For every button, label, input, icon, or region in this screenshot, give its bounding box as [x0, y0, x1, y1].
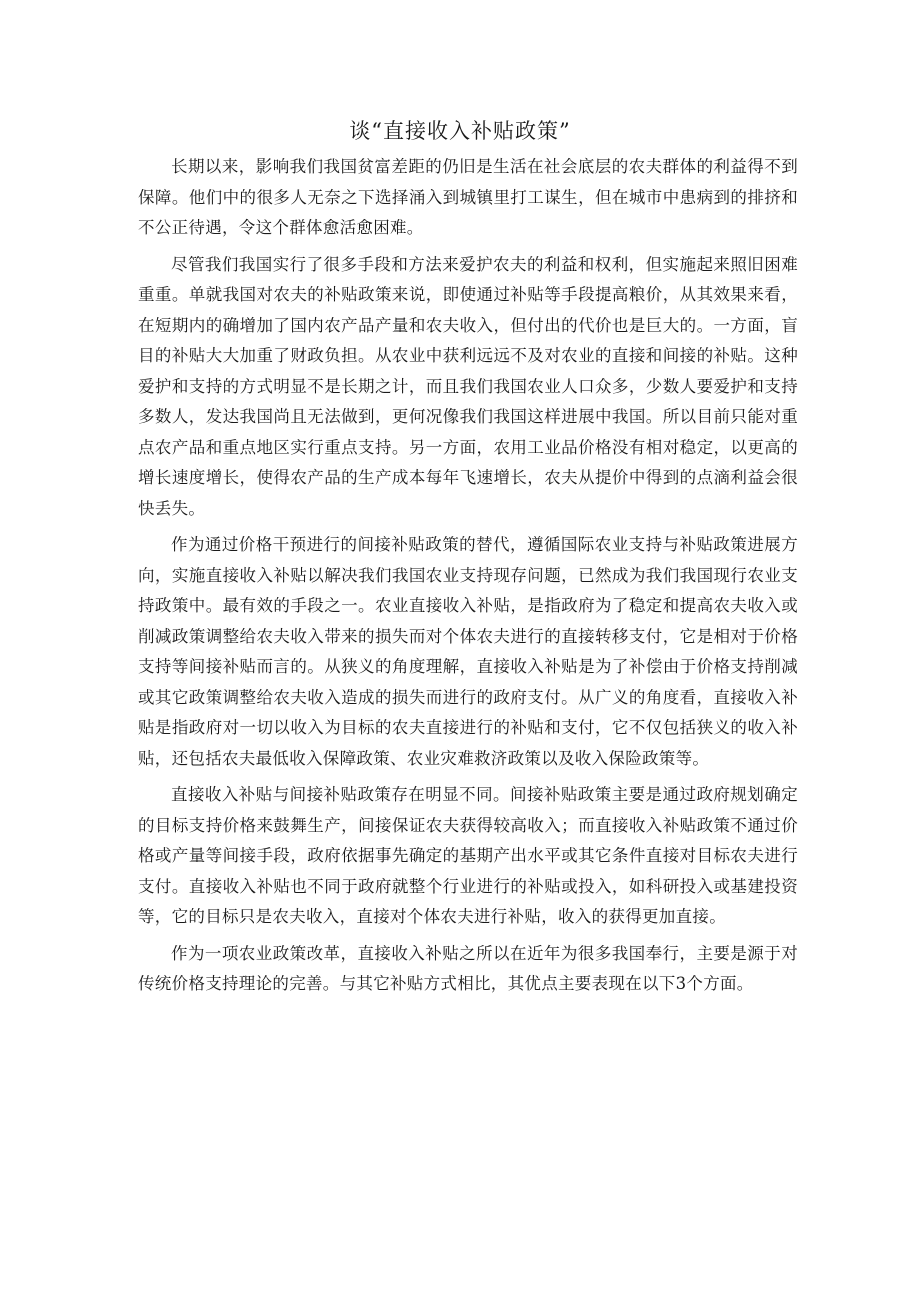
paragraph: 长期以来，影响我们我国贫富差距的仍旧是生活在社会底层的农夫群体的利益得不到保障。他们中的很多人无奈之下选择涌入到城镇里打工谋生，但在城市中患病到的排挤和不公正待遇，令这个群体愈活愈困难。	[138, 157, 798, 237]
document-title: 谈“直接收入补贴政策”	[349, 119, 571, 143]
paragraph: 尽管我们我国实行了很多手段和方法来爱护农夫的利益和权利，但实施起来照旧困难重重。单就我国对农夫的补贴政策来说，即使通过补贴等手段提高粮价，从其效果来看，在短期内的确增加了国内农产品产量和农夫收入，但付出的代价也是巨大的。一方面，盲目的补贴大大加重了财政负担。从农业中获利远远不及对农业的直接和间接的补贴。这种爱护和支持的方式明显不是长期之计，而且我们我国农业人口众多，少数人要爱护和支持多数人，发达我国尚且无法做到，更何况像我们我国这样进展中我国。所以目前只能对重点农产品和重点地区实行重点支持。另一方面，农用工业品价格没有相对稳定，以更高的增长速度增长，使得农产品的生产成本每年飞速增长，农夫从提价中得到的点滴利益会很快丢失。	[138, 254, 798, 518]
paragraph: 直接收入补贴与间接补贴政策存在明显不同。间接补贴政策主要是通过政府规划确定的目标支持价格来鼓舞生产，间接保证农夫获得较高收入；而直接收入补贴政策不通过价格或产量等间接手段，政府依据事先确定的基期产出水平或其它条件直接对目标农夫进行支付。直接收入补贴也不同于政府就整个行业进行的补贴或投入，如科研投入或基建投资等，它的目标只是农夫收入，直接对个体农夫进行补贴，收入的获得更加直接。	[138, 785, 798, 926]
document-body	[138, 152, 798, 1000]
paragraph: 作为通过价格干预进行的间接补贴政策的替代，遵循国际农业支持与补贴政策进展方向，实施直接收入补贴以解决我们我国农业支持现存问题，已然成为我们我国现行农业支持政策中。最有效的手段之一。农业直接收入补贴，是指政府为了稳定和提高农夫收入或削减政策调整给农夫收入带来的损失而对个体农夫进行的直接转移支付，它是相对于价格支持等间接补贴而言的。从狭义的角度理解，直接收入补贴是为了补偿由于价格支持削减或其它政策调整给农夫收入造成的损失而进行的政府支付。从广义的角度看，直接收入补贴是指政府对一切以收入为目标的农夫直接进行的补贴和支付，它不仅包括狭义的收入补贴，还包括农夫最低收入保障政策、农业灾难救济政策以及收入保险政策等。	[138, 535, 798, 768]
paragraph: 作为一项农业政策改革，直接收入补贴之所以在近年为很多我国奉行，主要是源于对传统价格支持理论的完善。与其它补贴方式相比，其优点主要表现在以下3个方面。	[138, 943, 798, 993]
